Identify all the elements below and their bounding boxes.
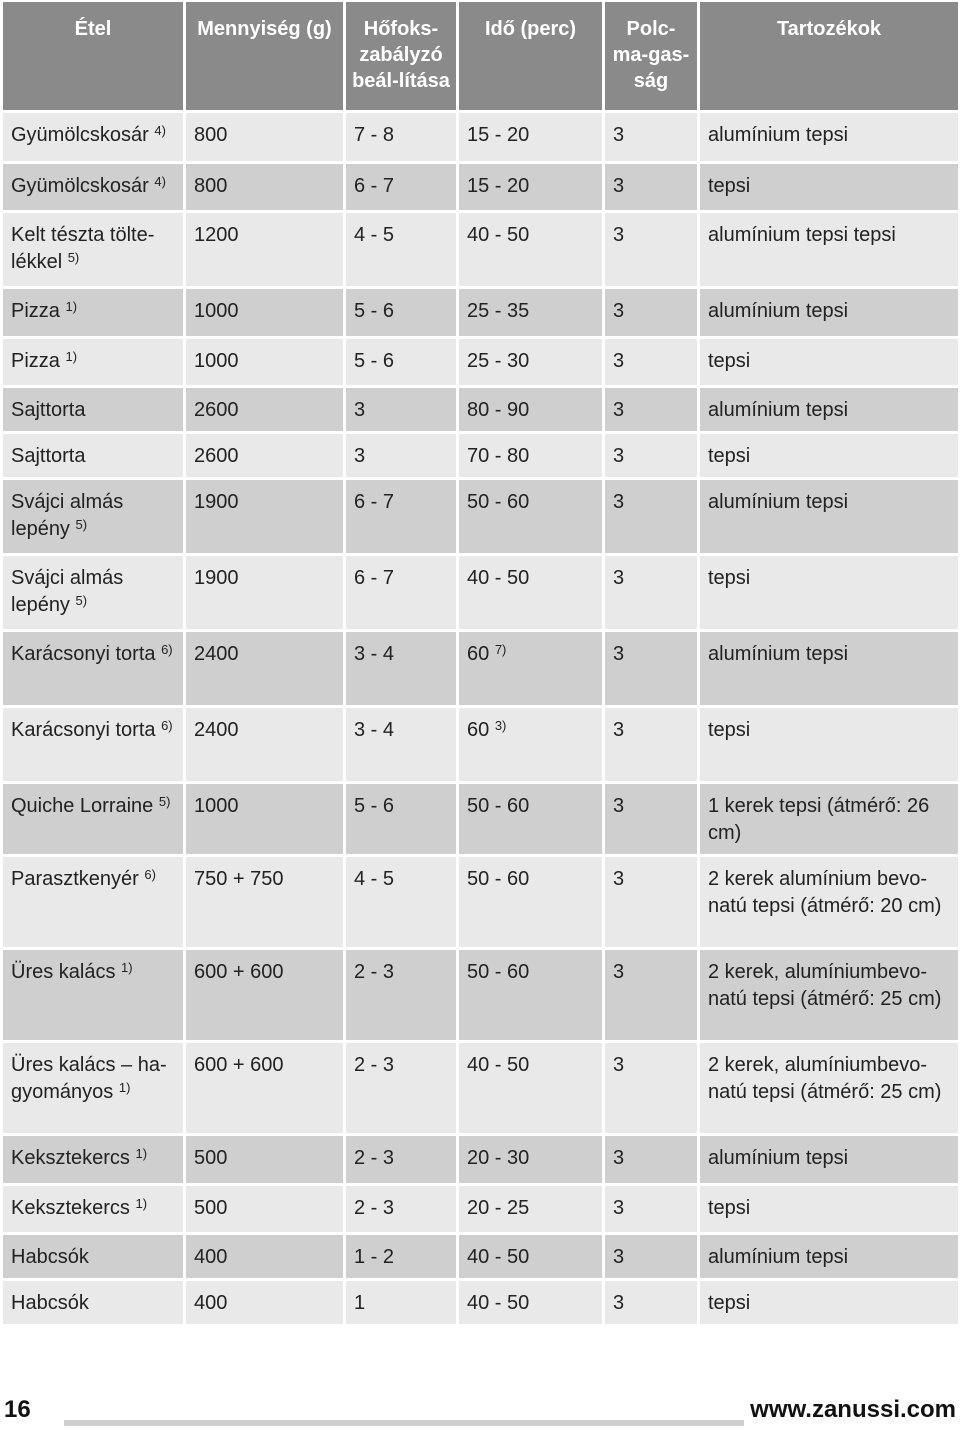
cell-food <box>3 857 183 947</box>
cell-time-footnote: 3) <box>494 718 507 733</box>
cell-food-footnote: 5) <box>158 794 171 809</box>
cell-quantity-text: 2600 <box>194 399 239 421</box>
table-body <box>3 113 958 1324</box>
cell-accessories-text: tepsi <box>708 350 751 372</box>
cell-temperature-text: 3 - 4 <box>354 719 395 741</box>
cell-accessories-text: alumínium tepsi <box>708 399 849 421</box>
cell-temperature <box>346 289 456 336</box>
cell-food <box>3 784 183 854</box>
cell-temperature-text: 5 - 6 <box>354 300 395 322</box>
cell-temperature <box>346 164 456 210</box>
cell-temperature-text: 6 - 7 <box>354 175 395 197</box>
cell-accessories-text: alumínium tepsi <box>708 300 849 322</box>
cell-shelf <box>605 950 697 1040</box>
cell-accessories-text: alumínium tepsi <box>708 1147 849 1169</box>
cell-food <box>3 434 183 477</box>
cell-food-text: Quiche Lorraine <box>11 795 154 817</box>
cell-accessories-text: tepsi <box>708 567 751 589</box>
cell-temperature-text: 3 <box>354 399 366 421</box>
cell-food-footnote: 1) <box>118 1080 131 1095</box>
table-row <box>3 857 958 947</box>
cell-temperature-text: 5 - 6 <box>354 350 395 372</box>
cell-shelf <box>605 164 697 210</box>
cell-time-text: 40 - 50 <box>467 224 530 246</box>
cell-time-text: 15 - 20 <box>467 124 530 146</box>
table-row <box>3 784 958 854</box>
cell-food-text: Karácsonyi torta <box>11 643 156 665</box>
cell-quantity-text: 400 <box>194 1292 228 1314</box>
cell-shelf <box>605 289 697 336</box>
cell-quantity-text: 1900 <box>194 567 239 589</box>
cell-time <box>459 1136 602 1183</box>
cell-accessories <box>700 1281 958 1324</box>
table-row <box>3 1235 958 1278</box>
cell-shelf <box>605 113 697 161</box>
cell-accessories-text: alumínium tepsi <box>708 1246 849 1268</box>
cell-temperature-text: 3 <box>354 445 366 467</box>
page-number: 16 <box>4 1396 31 1423</box>
cell-food <box>3 950 183 1040</box>
cell-shelf <box>605 1281 697 1324</box>
cell-accessories <box>700 632 958 705</box>
cell-temperature <box>346 784 456 854</box>
cell-quantity <box>186 1136 343 1183</box>
cell-food-text: Pizza <box>11 300 60 322</box>
cell-time-text: 50 - 60 <box>467 491 530 513</box>
cell-temperature-text: 2 - 3 <box>354 961 395 983</box>
cell-shelf <box>605 556 697 629</box>
cell-time <box>459 164 602 210</box>
cell-shelf <box>605 388 697 431</box>
cell-shelf-text: 3 <box>613 567 625 589</box>
cell-quantity-text: 1000 <box>194 795 239 817</box>
cell-shelf-text: 3 <box>613 795 625 817</box>
cell-shelf <box>605 857 697 947</box>
cell-quantity <box>186 388 343 431</box>
cell-food <box>3 1186 183 1232</box>
cell-shelf-text: 3 <box>613 868 625 890</box>
header-temperature: Hőfoks-zabályzó beál-lítása <box>346 2 456 110</box>
table-row <box>3 1186 958 1232</box>
cell-accessories <box>700 339 958 385</box>
cell-time <box>459 556 602 629</box>
cell-accessories <box>700 1043 958 1133</box>
cell-accessories-text: tepsi <box>708 445 751 467</box>
cell-temperature <box>346 950 456 1040</box>
cell-temperature <box>346 1235 456 1278</box>
cell-accessories <box>700 857 958 947</box>
cell-food-footnote: 1) <box>135 1146 148 1161</box>
cell-accessories <box>700 289 958 336</box>
cell-time <box>459 708 602 781</box>
cell-food <box>3 388 183 431</box>
cell-food <box>3 632 183 705</box>
cell-temperature <box>346 1186 456 1232</box>
cell-temperature-text: 1 - 2 <box>354 1246 395 1268</box>
cell-temperature-text: 4 - 5 <box>354 868 395 890</box>
header-food: Étel <box>3 2 183 110</box>
cell-food-text: Pizza <box>11 350 60 372</box>
cell-food-text: Habcsók <box>11 1246 89 1268</box>
cell-quantity-text: 600 + 600 <box>194 961 284 983</box>
cell-temperature-text: 2 - 3 <box>354 1147 395 1169</box>
cell-shelf <box>605 1136 697 1183</box>
table-row <box>3 480 958 553</box>
cell-accessories-text: 1 kerek tepsi (átmérő: 26 cm) <box>708 795 930 844</box>
cell-shelf <box>605 339 697 385</box>
header-accessories: Tartozékok <box>700 2 958 110</box>
cell-accessories-text: alumínium tepsi <box>708 124 849 146</box>
cell-time-text: 60 <box>467 719 490 741</box>
cell-temperature-text: 3 - 4 <box>354 643 395 665</box>
cell-temperature <box>346 1043 456 1133</box>
cell-time <box>459 113 602 161</box>
cell-time <box>459 1281 602 1324</box>
cell-quantity-text: 2600 <box>194 445 239 467</box>
cell-time-text: 60 <box>467 643 490 665</box>
cell-shelf <box>605 1043 697 1133</box>
cell-shelf <box>605 784 697 854</box>
cell-temperature <box>346 213 456 286</box>
cell-accessories <box>700 388 958 431</box>
cell-temperature <box>346 556 456 629</box>
table-row <box>3 434 958 477</box>
cell-food-footnote: 6) <box>161 718 173 733</box>
cell-accessories <box>700 213 958 286</box>
cell-food-text: Sajttorta <box>11 445 86 467</box>
cell-shelf <box>605 1186 697 1232</box>
cell-time-text: 40 - 50 <box>467 1246 530 1268</box>
cell-time-text: 50 - 60 <box>467 868 530 890</box>
cell-food-text: Üres kalács <box>11 961 116 983</box>
cell-food <box>3 164 183 210</box>
cell-accessories <box>700 950 958 1040</box>
cell-shelf-text: 3 <box>613 1246 625 1268</box>
cell-quantity-text: 750 + 750 <box>194 868 284 890</box>
cell-temperature-text: 2 - 3 <box>354 1197 395 1219</box>
cell-food-text: Üres kalács – ha-gyományos <box>11 1054 167 1103</box>
cell-quantity <box>186 857 343 947</box>
cell-shelf <box>605 1235 697 1278</box>
cell-shelf-text: 3 <box>613 124 625 146</box>
cell-quantity <box>186 213 343 286</box>
cell-food-footnote: 6) <box>144 867 156 882</box>
table-row <box>3 388 958 431</box>
cell-temperature <box>346 708 456 781</box>
cell-quantity-text: 500 <box>194 1147 228 1169</box>
cell-quantity-text: 500 <box>194 1197 228 1219</box>
cell-time-text: 70 - 80 <box>467 445 530 467</box>
cell-quantity <box>186 1281 343 1324</box>
cell-time <box>459 632 602 705</box>
header-quantity: Mennyiség (g) <box>186 2 343 110</box>
cell-shelf-text: 3 <box>613 491 625 513</box>
cell-accessories-text: alumínium tepsi <box>708 491 849 513</box>
header-shelf: Polc-ma-gas-ság <box>605 2 697 110</box>
cell-time <box>459 289 602 336</box>
table-row <box>3 339 958 385</box>
cell-quantity <box>186 1043 343 1133</box>
cell-time <box>459 857 602 947</box>
cell-quantity <box>186 1186 343 1232</box>
cell-food <box>3 708 183 781</box>
table-row <box>3 289 958 336</box>
cell-food-text: Svájci almás lepény <box>11 491 124 540</box>
cell-food-text: Sajttorta <box>11 399 86 421</box>
table-row <box>3 1043 958 1133</box>
cell-food-footnote: 5) <box>75 593 88 608</box>
table-row <box>3 164 958 210</box>
cell-food-footnote: 1) <box>121 960 133 975</box>
cell-food-text: Parasztkenyér <box>11 868 139 890</box>
cell-accessories-text: tepsi <box>708 719 751 741</box>
cell-food-footnote: 6) <box>161 642 173 657</box>
cell-quantity <box>186 289 343 336</box>
cell-accessories <box>700 1235 958 1278</box>
table-row <box>3 632 958 705</box>
cell-shelf-text: 3 <box>613 1054 625 1076</box>
cell-quantity-text: 1000 <box>194 300 239 322</box>
cell-quantity <box>186 1235 343 1278</box>
cell-quantity <box>186 434 343 477</box>
cell-food <box>3 480 183 553</box>
cell-temperature-text: 5 - 6 <box>354 795 395 817</box>
cell-food-footnote: 5) <box>75 517 88 532</box>
cell-accessories <box>700 113 958 161</box>
cell-quantity-text: 1900 <box>194 491 239 513</box>
cell-temperature-text: 6 - 7 <box>354 567 395 589</box>
cell-shelf-text: 3 <box>613 1147 625 1169</box>
cell-time-text: 80 - 90 <box>467 399 530 421</box>
cell-time-text: 20 - 30 <box>467 1147 530 1169</box>
cell-time <box>459 784 602 854</box>
cell-quantity <box>186 164 343 210</box>
cell-time <box>459 339 602 385</box>
cell-time-text: 50 - 60 <box>467 795 530 817</box>
cell-temperature <box>346 434 456 477</box>
cell-accessories-text: tepsi <box>708 1292 751 1314</box>
cell-shelf-text: 3 <box>613 961 625 983</box>
table-row <box>3 708 958 781</box>
cell-time-text: 40 - 50 <box>467 1292 530 1314</box>
table-header-row <box>3 2 958 110</box>
cell-food-footnote: 4) <box>154 174 166 189</box>
cell-shelf <box>605 632 697 705</box>
cell-food <box>3 1043 183 1133</box>
cell-accessories <box>700 708 958 781</box>
table-row <box>3 1136 958 1183</box>
cell-time-footnote: 7) <box>494 642 507 657</box>
cell-time <box>459 480 602 553</box>
cell-quantity-text: 2400 <box>194 719 239 741</box>
cell-food <box>3 213 183 286</box>
cell-time-text: 40 - 50 <box>467 1054 530 1076</box>
cell-time <box>459 1043 602 1133</box>
cell-quantity-text: 800 <box>194 175 228 197</box>
cell-time-text: 25 - 35 <box>467 300 530 322</box>
cell-quantity-text: 600 + 600 <box>194 1054 284 1076</box>
cell-time-text: 50 - 60 <box>467 961 530 983</box>
cell-accessories-text: tepsi <box>708 1197 751 1219</box>
cell-accessories <box>700 1136 958 1183</box>
cell-temperature <box>346 857 456 947</box>
cell-time <box>459 388 602 431</box>
cell-temperature <box>346 388 456 431</box>
cell-shelf-text: 3 <box>613 399 625 421</box>
footer-divider <box>64 1420 744 1426</box>
cell-food-text: Kelt tészta tölte-lékkel <box>11 224 155 273</box>
cell-accessories-text: 2 kerek, alumíniumbevo-natú tepsi (átmérő: 25 cm) <box>708 1054 942 1103</box>
cell-food-text: Karácsonyi torta <box>11 719 156 741</box>
cell-shelf <box>605 708 697 781</box>
table-row <box>3 1281 958 1324</box>
cell-accessories <box>700 556 958 629</box>
cell-food <box>3 1281 183 1324</box>
cell-quantity <box>186 632 343 705</box>
cell-shelf-text: 3 <box>613 1292 625 1314</box>
cell-temperature <box>346 113 456 161</box>
cell-quantity <box>186 556 343 629</box>
cell-shelf-text: 3 <box>613 445 625 467</box>
table-row <box>3 556 958 629</box>
cell-food <box>3 1136 183 1183</box>
cell-time <box>459 434 602 477</box>
cell-temperature <box>346 1281 456 1324</box>
cell-temperature-text: 6 - 7 <box>354 491 395 513</box>
cell-temperature <box>346 1136 456 1183</box>
cell-food <box>3 289 183 336</box>
cell-temperature-text: 4 - 5 <box>354 224 395 246</box>
cell-shelf-text: 3 <box>613 1197 625 1219</box>
cell-shelf-text: 3 <box>613 300 625 322</box>
cell-quantity-text: 400 <box>194 1246 228 1268</box>
cell-food-footnote: 1) <box>65 299 78 314</box>
cell-accessories <box>700 1186 958 1232</box>
cell-shelf-text: 3 <box>613 350 625 372</box>
cell-quantity-text: 2400 <box>194 643 239 665</box>
cell-accessories <box>700 434 958 477</box>
cell-accessories <box>700 784 958 854</box>
cell-time-text: 15 - 20 <box>467 175 530 197</box>
cell-time <box>459 950 602 1040</box>
cell-food-text: Gyümölcskosár <box>11 124 149 146</box>
cell-food <box>3 1235 183 1278</box>
cell-food <box>3 113 183 161</box>
cell-quantity <box>186 708 343 781</box>
cell-quantity-text: 800 <box>194 124 228 146</box>
cell-food-footnote: 1) <box>65 349 78 364</box>
cell-quantity <box>186 784 343 854</box>
cell-temperature <box>346 480 456 553</box>
cell-time <box>459 213 602 286</box>
cell-accessories-text: 2 kerek, alumíniumbevo-natú tepsi (átmérő: 25 cm) <box>708 961 942 1010</box>
cell-shelf <box>605 213 697 286</box>
cell-shelf-text: 3 <box>613 175 625 197</box>
cell-time <box>459 1186 602 1232</box>
cell-shelf-text: 3 <box>613 224 625 246</box>
cell-accessories-text: alumínium tepsi tepsi <box>708 224 896 246</box>
table-row <box>3 213 958 286</box>
cell-food <box>3 339 183 385</box>
cell-shelf-text: 3 <box>613 643 625 665</box>
cell-quantity-text: 1200 <box>194 224 239 246</box>
cell-food-text: Gyümölcskosár <box>11 175 149 197</box>
cell-shelf-text: 3 <box>613 719 625 741</box>
table-row <box>3 113 958 161</box>
cell-shelf <box>605 480 697 553</box>
cell-food-text: Keksztekercs <box>11 1147 130 1169</box>
cell-food <box>3 556 183 629</box>
header-time: Idő (perc) <box>459 2 602 110</box>
cell-quantity <box>186 113 343 161</box>
cell-food-footnote: 1) <box>135 1196 148 1211</box>
cell-food-text: Keksztekercs <box>11 1197 130 1219</box>
cell-time <box>459 1235 602 1278</box>
cell-temperature-text: 1 <box>354 1292 366 1314</box>
cell-quantity-text: 1000 <box>194 350 239 372</box>
cell-temperature <box>346 339 456 385</box>
cell-food-text: Svájci almás lepény <box>11 567 124 616</box>
cell-accessories-text: alumínium tepsi <box>708 643 849 665</box>
cell-food-footnote: 4) <box>154 123 166 138</box>
cell-time-text: 40 - 50 <box>467 567 530 589</box>
footer-url: www.zanussi.com <box>750 1396 956 1423</box>
cell-accessories <box>700 164 958 210</box>
cell-temperature-text: 2 - 3 <box>354 1054 395 1076</box>
cell-accessories-text: tepsi <box>708 175 751 197</box>
cell-quantity <box>186 480 343 553</box>
cell-shelf <box>605 434 697 477</box>
cell-time-text: 20 - 25 <box>467 1197 530 1219</box>
cell-accessories-text: 2 kerek alumínium bevo-natú tepsi (átmérő: 20 cm) <box>708 868 942 917</box>
cell-temperature-text: 7 - 8 <box>354 124 395 146</box>
cell-food-footnote: 5) <box>67 250 80 265</box>
table-row <box>3 950 958 1040</box>
cell-food-text: Habcsók <box>11 1292 89 1314</box>
cell-quantity <box>186 339 343 385</box>
cell-accessories <box>700 480 958 553</box>
cell-quantity <box>186 950 343 1040</box>
cell-time-text: 25 - 30 <box>467 350 530 372</box>
cell-temperature <box>346 632 456 705</box>
